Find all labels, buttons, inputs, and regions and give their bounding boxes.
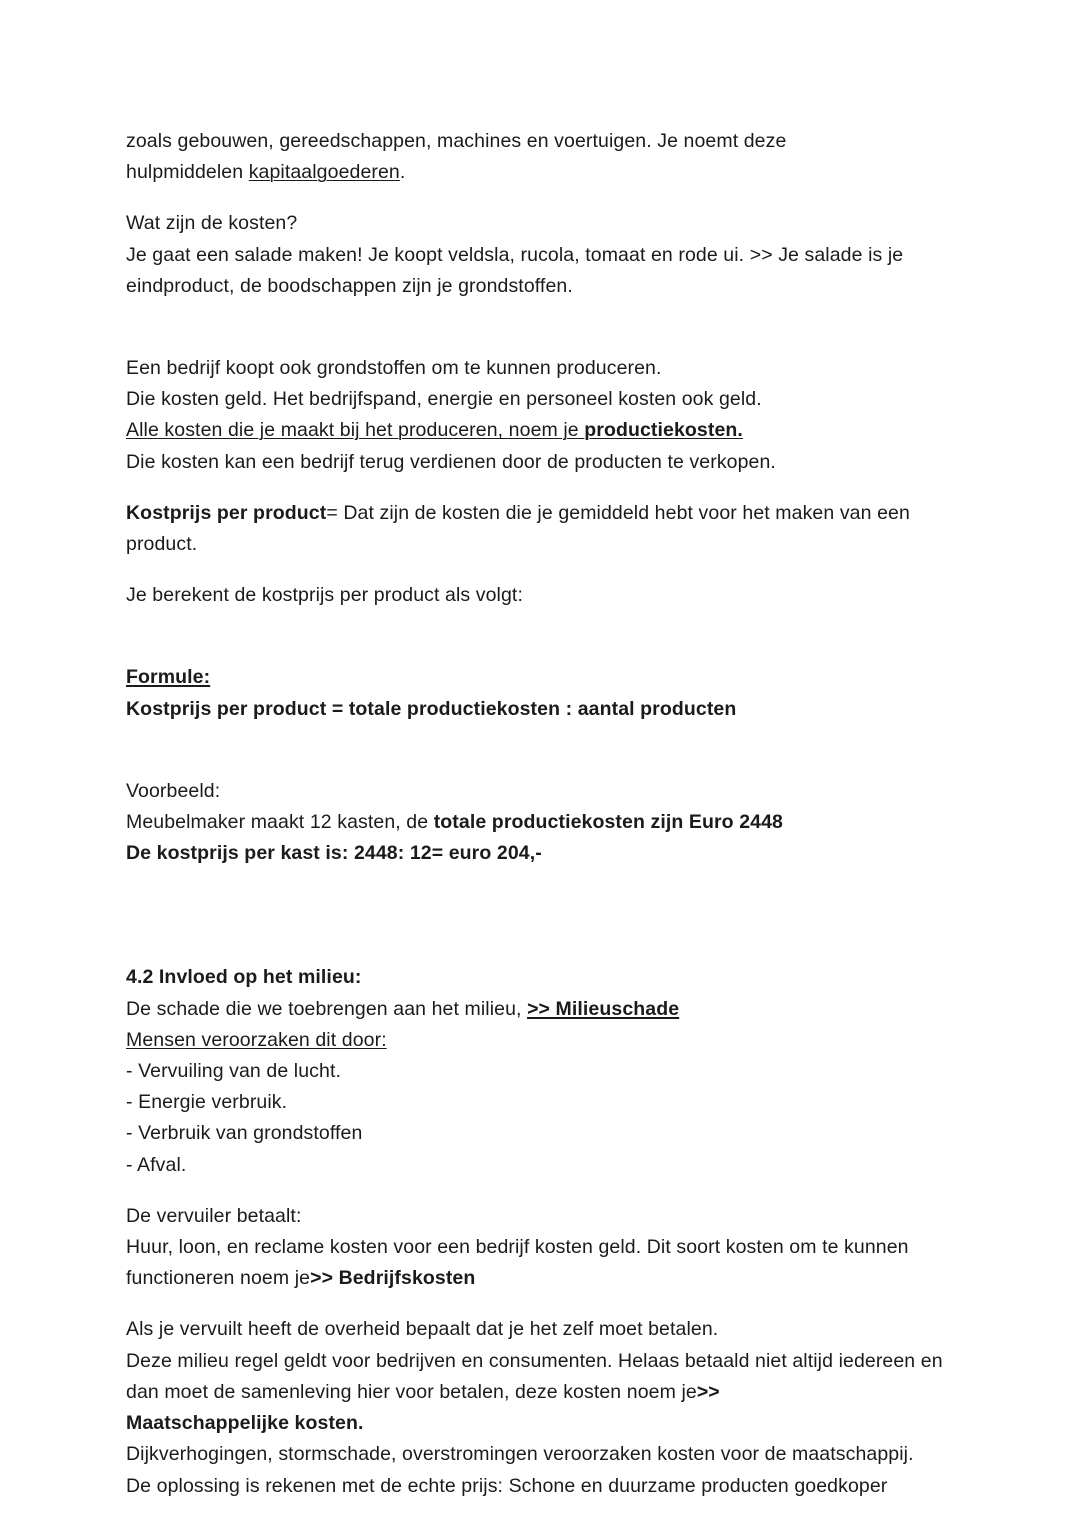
bedrijf-line-1: Een bedrijf koopt ook grondstoffen om te kunnen produceren. (126, 357, 662, 380)
milieuschade-plain: De schade die we toebrengen aan het milieu, (126, 997, 528, 1020)
intro-line-2-suffix: . (399, 161, 406, 184)
paragraph-voorbeeld (126, 776, 945, 870)
voorbeeld-line-1 (126, 807, 945, 838)
formule-body: Kostprijs per product = totale productiekosten : aantal producten (126, 697, 737, 720)
paragraph-bedrijf-grondstoffen (126, 353, 945, 478)
overheid-line-2-plain: Deze milieu regel geldt voor bedrijven en consumenten. Helaas betaald niet altijd iedereen en dan moet de samenleving hier voor betalen, deze kosten noem je (126, 1349, 949, 1403)
spacer-before-bedrijf (126, 322, 945, 353)
vervuiler-body (126, 1232, 945, 1294)
bedrijf-line-3-plain: Alle kosten die je maakt bij het produceren, noem je (126, 419, 585, 442)
spacer-before-formule (126, 631, 945, 662)
paragraph-section-4-2 (126, 962, 945, 1180)
kosten-question: Wat zijn de kosten? (126, 212, 298, 235)
intro-line-2-prefix: hulpmiddelen (126, 161, 249, 184)
spacer-before-section-4-2 (126, 869, 945, 962)
overheid-line-5: De oplossing is rekenen met de echte prijs: Schone en duurzame producten goedkoper (126, 1474, 888, 1497)
bedrijf-line-2: Die kosten geld. Het bedrijfspand, energie en personeel kosten ook geld. (126, 388, 762, 411)
maatschappelijke-marker: >> (696, 1380, 720, 1403)
term-productiekosten: productiekosten. (584, 419, 743, 442)
bedrijf-line-4: Die kosten kan een bedrijf terug verdienen door de producten te verkopen. (126, 450, 776, 473)
list-item: - Vervuiling van de lucht. (126, 1060, 341, 1083)
term-milieuschade: >> Milieuschade (527, 997, 680, 1020)
vervuiler-label: De vervuiler betaalt: (126, 1204, 302, 1227)
list-item: - Energie verbruik. (126, 1091, 288, 1114)
paragraph-kapitaalgoederen (126, 126, 945, 188)
paragraph-formule (126, 662, 945, 724)
bedrijf-line-3-productiekosten (126, 415, 945, 446)
mensen-veroorzaken-underlined: Mensen veroorzaken dit door: (126, 1028, 387, 1051)
berekening-intro-line: Je berekent de kostprijs per product als volgt: (126, 584, 523, 607)
paragraph-maatschappelijke-kosten (126, 1314, 949, 1501)
intro-line-2 (126, 157, 945, 188)
mensen-veroorzaken-line (126, 1025, 945, 1056)
term-kostprijs-per-product: Kostprijs per product (126, 501, 327, 524)
kosten-salade-example: Je gaat een salade maken! Je koopt veldsla, rucola, tomaat en rode ui. >> Je salade is je eindproduct, de boodschappen zijn je grondstoffen. (126, 243, 909, 297)
term-kapitaalgoederen: kapitaalgoederen (248, 161, 400, 184)
voorbeeld-line-2: De kostprijs per kast is: 2448: 12= euro 204,- (126, 842, 542, 865)
intro-line-1: zoals gebouwen, gereedschappen, machines en voertuigen. Je noemt deze (126, 130, 787, 152)
milieuschade-line (126, 994, 945, 1025)
document-body (126, 126, 949, 1502)
spacer-before-vervuiler (126, 1181, 945, 1201)
list-item: - Afval. (126, 1153, 187, 1176)
voorbeeld-label: Voorbeeld: (126, 779, 221, 802)
paragraph-kostprijs-definitie (126, 498, 945, 560)
voorbeeld-line-1-plain: Meubelmaker maakt 12 kasten, de (126, 811, 434, 834)
paragraph-wat-zijn-de-kosten (126, 208, 945, 302)
overheid-line-1: Als je vervuilt heeft de overheid bepaalt dat je het zelf moet betalen. (126, 1318, 719, 1341)
term-bedrijfskosten: >> Bedrijfskosten (310, 1267, 476, 1290)
paragraph-vervuiler-betaalt (126, 1201, 945, 1295)
term-maatschappelijke-kosten: Maatschappelijke kosten. (126, 1412, 364, 1435)
vervuiler-body-plain: Huur, loon, en reclame kosten voor een bedrijf kosten geld. Dit soort kosten om te kunnen functioneren noem je (126, 1236, 915, 1290)
list-item: - Verbruik van grondstoffen (126, 1122, 363, 1145)
spacer-before-voorbeeld (126, 745, 945, 776)
paragraph-berekening-intro (126, 580, 945, 611)
voorbeeld-line-1-bold: totale productiekosten zijn Euro 2448 (433, 811, 783, 834)
kostprijs-definitie-tekst: = Dat zijn de kosten die je gemiddeld hebt voor het maken van een product. (126, 501, 910, 556)
formule-heading: Formule: (126, 666, 211, 689)
section-heading-4-2: 4.2 Invloed op het milieu: (126, 966, 362, 989)
overheid-line-4: Dijkverhogingen, stormschade, overstromingen veroorzaken kosten voor de maatschappij. (126, 1443, 914, 1466)
overheid-line-2 (126, 1346, 949, 1408)
